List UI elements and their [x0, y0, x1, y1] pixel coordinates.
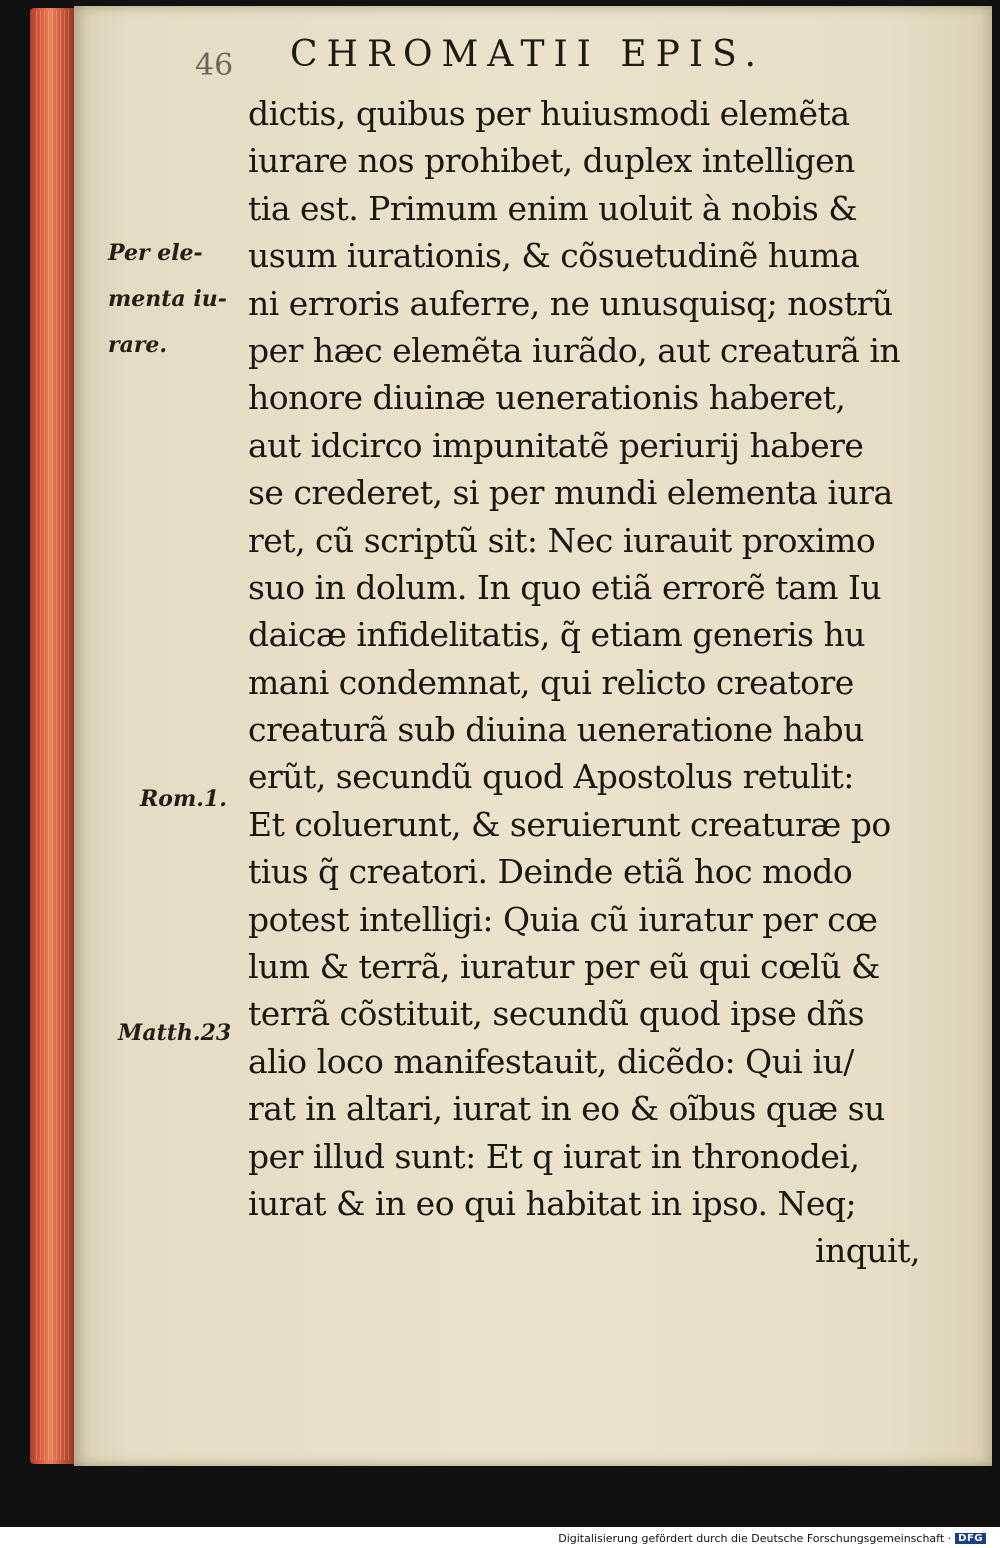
dfg-credit — [554, 1530, 990, 1547]
marginal-note: rare. — [108, 332, 168, 358]
text-line: usum iurationis, & cõsuetudinẽ huma — [248, 236, 860, 276]
running-head: CHROMATII EPIS. — [290, 34, 765, 75]
marginal-note: menta iu- — [108, 286, 227, 312]
text-line: alio loco manifestauit, dicẽdo: Qui iu/ — [248, 1041, 854, 1081]
text-line: honore diuinæ uenerationis haberet, — [248, 378, 846, 418]
catchword: inquit, — [815, 1231, 920, 1271]
text-line: erũt, secundũ quod Apostolus retulit: — [248, 757, 854, 797]
text-line: rat in altari, iurat in eo & oĩbus quæ su — [248, 1089, 885, 1129]
text-line: iurare nos prohibet, duplex intelligen — [248, 141, 855, 181]
text-line: ni erroris auferre, ne unusquisq; nostrũ — [248, 283, 893, 323]
text-line: dictis, quibus per huiusmodi elemẽta — [248, 94, 850, 133]
text-line: creaturã sub diuina ueneratione habu — [248, 710, 864, 750]
text-line: potest intelligi: Quia cũ iuratur per cœ — [248, 899, 878, 939]
folio-number: 46 — [195, 48, 234, 83]
text-line: se crederet, si per mundi elementa iura — [248, 473, 893, 513]
text-line: per hæc elemẽta iurãdo, aut creaturã in — [248, 330, 901, 370]
text-line: ret, cũ scriptũ sit: Nec iurauit proximo — [248, 520, 876, 560]
text-line: Et coluerunt, & seruierunt creaturæ po — [248, 804, 891, 844]
text-line: mani condemnat, qui relicto creatore — [248, 662, 854, 702]
marginal-note: Rom.1. — [140, 786, 227, 812]
marginal-note: Per ele- — [108, 240, 203, 266]
text-line: daicæ infidelitatis, q̃ etiam generis hu — [248, 615, 865, 655]
text-line: aut idcirco impunitatẽ periurij habere — [248, 425, 864, 465]
text-line: per illud sunt: Et q iurat in thronodei, — [248, 1136, 860, 1176]
body-text — [248, 90, 928, 1275]
dfg-logo-icon: DFG — [955, 1533, 986, 1544]
text-line: suo in dolum. In quo etiã errorẽ tam Iu — [248, 567, 882, 607]
text-line: lum & terrã, iuratur per eũ qui cœlũ & — [248, 947, 880, 987]
credit-text: Digitalisierung gefördert durch die Deutsche Forschungsgemeinschaft · — [558, 1532, 952, 1545]
marginal-note: Matth.23 — [118, 1020, 232, 1046]
text-line: terrã cõstituit, secundũ quod ipse dñs — [248, 994, 865, 1034]
text-line: tia est. Primum enim uoluit à nobis & — [248, 188, 858, 228]
text-line: iurat & in eo qui habitat in ipso. Neq; — [248, 1183, 857, 1223]
text-line: tius q̃ creatori. Deinde etiã hoc modo — [248, 852, 853, 892]
book-edge-texture — [36, 10, 70, 1460]
